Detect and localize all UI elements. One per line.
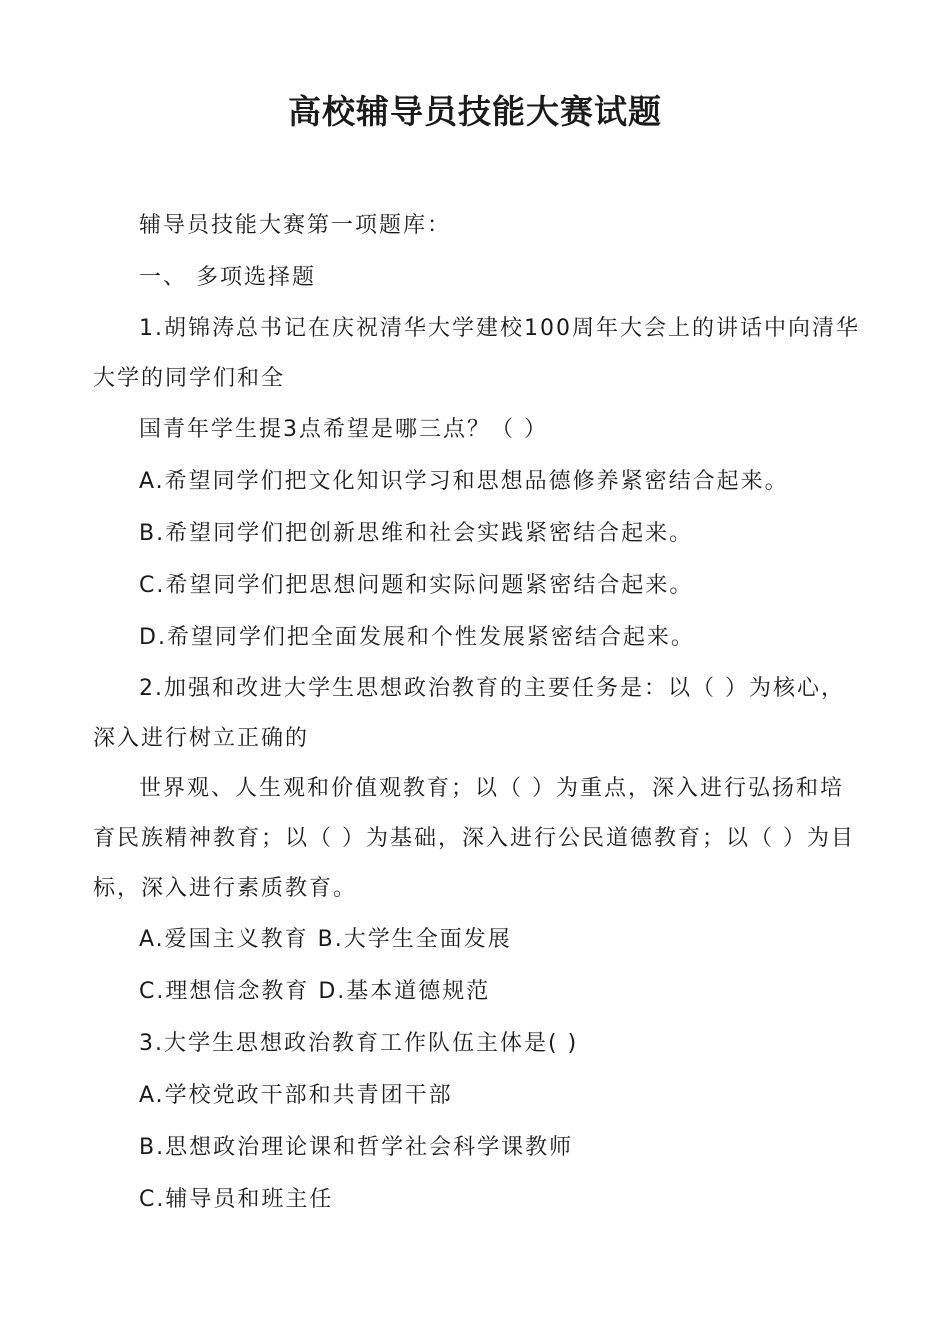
question-3-stem: 3.大学生思想政治教育工作队伍主体是( ) [139,1031,579,1056]
question-3-option-c: C.辅导员和班主任 [139,1187,334,1212]
question-3-option-b: B.思想政治理论课和哲学社会科学课教师 [139,1135,574,1160]
question-1-option-b: B.希望同学们把创新思维和社会实践紧密结合起来。 [139,521,694,546]
document-title: 高校辅导员技能大赛试题 [288,92,662,131]
section-heading: 一、 多项选择题 [139,265,316,290]
question-1-stem-cont: 国青年学生提3点希望是哪三点？（ ） [139,417,548,442]
question-2-options-ab: A.爱国主义教育 B.大学生全面发展 [139,927,512,952]
question-1-option-c: C.希望同学们把思想问题和实际问题紧密结合起来。 [139,573,694,598]
question-1-option-d: D.希望同学们把全面发展和个性发展紧密结合起来。 [139,625,695,650]
question-2-stem-cont: 世界观、人生观和价值观教育；以（ ）为重点，深入进行弘扬和培育民族精神教育；以（ ）为基础，深入进行公民道德教育；以（ ）为目标，深入进行素质教育。 [93,776,855,901]
question-2-stem: 2.加强和改进大学生思想政治教育的主要任务是：以（ ）为核心，深入进行树立正确的 [93,676,845,751]
question-1-option-a: A.希望同学们把文化知识学习和思想品德修养紧密结合起来。 [139,469,789,494]
question-1-stem: 1.胡锦涛总书记在庆祝清华大学建校100周年大会上的讲话中向清华大学的同学们和全 [93,316,860,391]
document-body [93,200,863,1226]
question-2-options-cd: C.理想信念教育 D.基本道德规范 [139,979,491,1004]
question-3-option-a: A.学校党政干部和共青团干部 [139,1083,453,1108]
question-bank-heading: 辅导员技能大赛第一项题库： [139,213,452,238]
